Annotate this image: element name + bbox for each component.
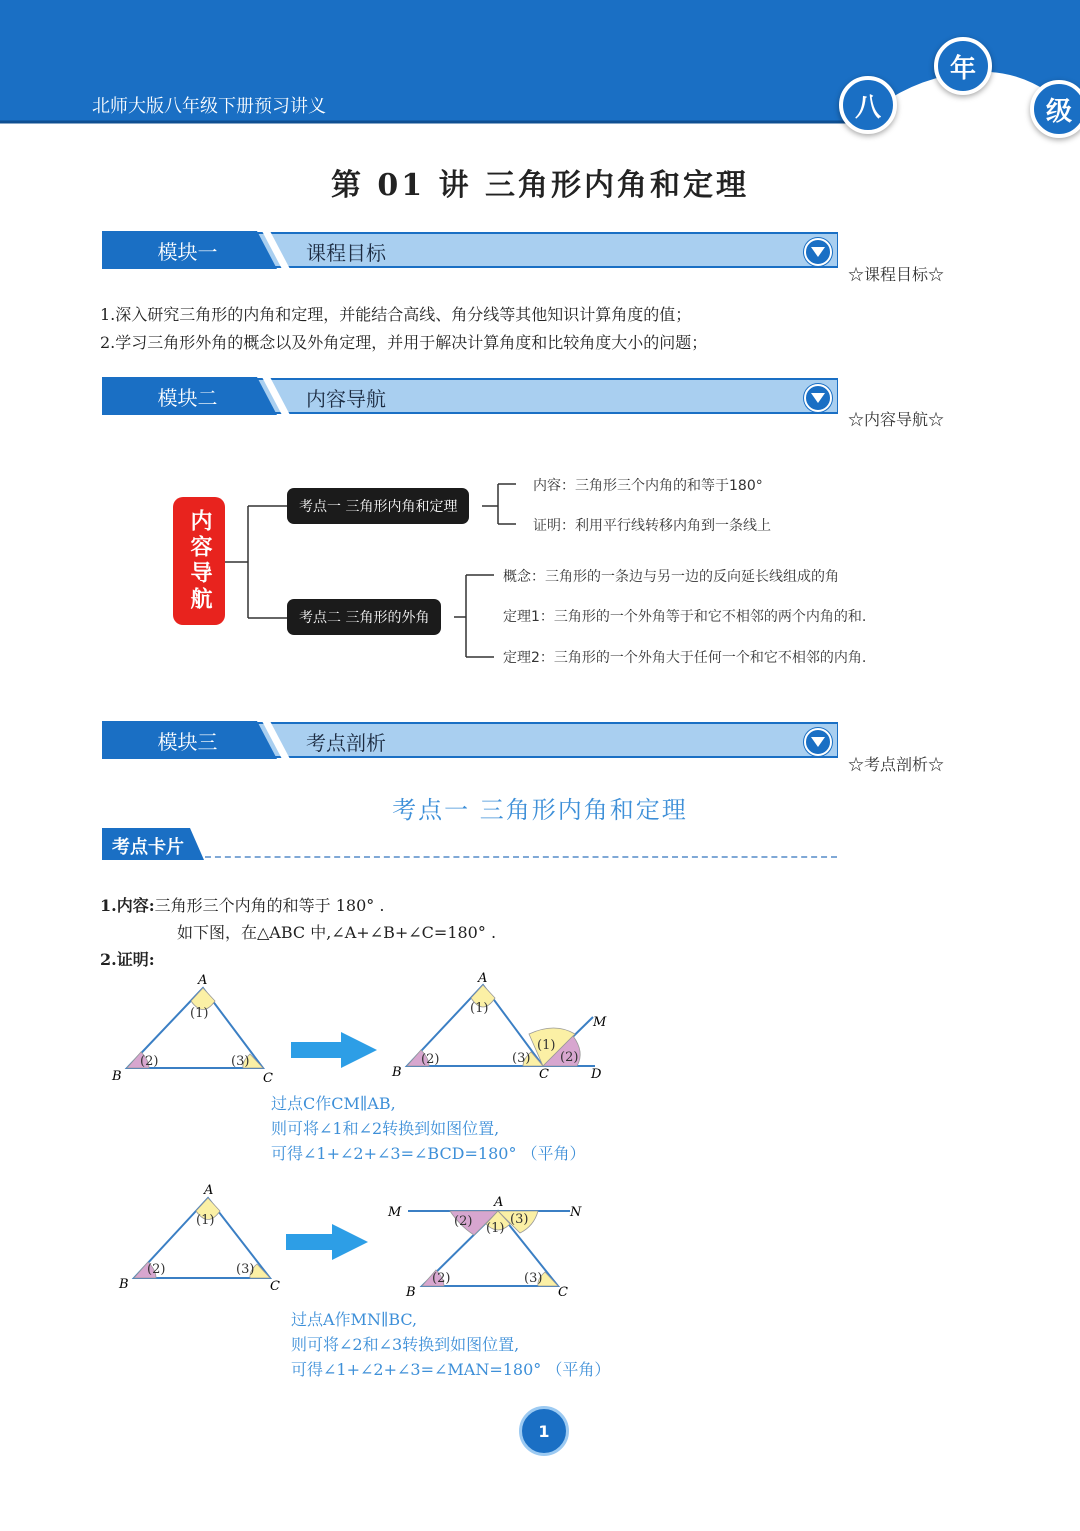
nav-item: 内容：三角形三个内角的和等于180° bbox=[533, 478, 763, 494]
proof1-line: 则可将∠1和∠2转换到如图位置, bbox=[271, 1119, 500, 1138]
vertex-a: A bbox=[478, 971, 488, 986]
proof-figure-1 bbox=[105, 970, 625, 1085]
angle-label-2: (2) bbox=[560, 1050, 579, 1065]
vertex-b: B bbox=[406, 1285, 416, 1300]
angle-label-1: (1) bbox=[190, 1006, 209, 1021]
content-example: 如下图，在△ABC 中,∠A+∠B+∠C=180° . bbox=[177, 923, 497, 942]
nav-point-1: 考点一 三角形内角和定理 bbox=[287, 488, 469, 524]
proof1-notes bbox=[271, 1091, 586, 1166]
grade-char-ba: 八 bbox=[839, 76, 897, 134]
grade-char-nian: 年 bbox=[934, 37, 992, 95]
angle-label-3: (3) bbox=[510, 1212, 529, 1227]
vertex-a: A bbox=[204, 1183, 214, 1198]
vertex-b: B bbox=[119, 1277, 129, 1292]
module-title-3: 考点剖析 bbox=[306, 731, 386, 755]
vertex-c: C bbox=[539, 1067, 549, 1082]
chevron-down-icon[interactable] bbox=[804, 238, 832, 266]
chevron-down-icon[interactable] bbox=[804, 384, 832, 412]
angle-label-2: (2) bbox=[432, 1271, 451, 1286]
vertex-m: M bbox=[388, 1205, 402, 1220]
page-number: 1 bbox=[519, 1406, 569, 1456]
proof2-notes bbox=[291, 1307, 610, 1382]
angle-label-1: (1) bbox=[470, 1001, 489, 1016]
vertex-c: C bbox=[558, 1285, 568, 1300]
vertex-c: C bbox=[263, 1071, 273, 1085]
angle-label-3: (3) bbox=[236, 1262, 255, 1277]
nav-item: 定理1：三角形的一个外角等于和它不相邻的两个内角的和. bbox=[503, 609, 867, 625]
angle-label-1: (1) bbox=[537, 1038, 556, 1053]
series-title: 北师大版八年级下册预习讲义 bbox=[92, 96, 326, 117]
module-label-3: 模块三 bbox=[157, 730, 218, 754]
card-label: 考点卡片 bbox=[112, 837, 184, 858]
card-divider bbox=[205, 856, 837, 858]
proof2-line: 过点A作MN∥BC, bbox=[291, 1310, 418, 1329]
arrow-right-icon bbox=[286, 1224, 368, 1260]
proof2-line: 则可将∠2和∠3转换到如图位置, bbox=[291, 1335, 520, 1354]
angle-label-1: (1) bbox=[486, 1221, 505, 1236]
angle-label-3: (3) bbox=[231, 1054, 250, 1069]
proof-figure-2 bbox=[110, 1182, 600, 1302]
module-label-2: 模块二 bbox=[157, 386, 218, 410]
angle-label-2: (2) bbox=[147, 1262, 166, 1277]
vertex-b: B bbox=[392, 1065, 402, 1080]
vertex-n: N bbox=[570, 1205, 582, 1220]
nav-root-block bbox=[173, 497, 225, 625]
lesson-title: 第 01 讲 三角形内角和定理 bbox=[330, 168, 750, 203]
grade-char-ji: 级 bbox=[1030, 80, 1080, 138]
content-title: 1.内容: bbox=[100, 896, 155, 915]
vertex-a: A bbox=[198, 973, 208, 988]
star-label-1: ☆课程目标☆ bbox=[848, 265, 945, 284]
star-label-3: ☆考点剖析☆ bbox=[848, 755, 945, 774]
vertex-m: M bbox=[593, 1015, 607, 1030]
vertex-b: B bbox=[112, 1069, 122, 1084]
module-title-2: 内容导航 bbox=[306, 387, 386, 411]
proof1-line: 可得∠1+∠2+∠3=∠BCD=180° （平角） bbox=[271, 1144, 586, 1163]
vertex-d: D bbox=[591, 1067, 602, 1082]
angle-label-1: (1) bbox=[196, 1213, 215, 1228]
nav-item: 证明：利用平行线转移内角到一条线上 bbox=[533, 518, 771, 534]
content-text: 三角形三个内角的和等于 180° . bbox=[154, 896, 385, 915]
proof1-line: 过点C作CM∥AB, bbox=[271, 1094, 396, 1113]
nav-item: 概念：三角形的一条边与另一边的反向延长线组成的角 bbox=[503, 569, 839, 585]
proof-title: 2.证明: bbox=[100, 950, 155, 969]
vertex-c: C bbox=[270, 1279, 280, 1294]
nav-item: 定理2：三角形的一个外角大于任何一个和它不相邻的内角. bbox=[503, 650, 867, 666]
module-label-1: 模块一 bbox=[157, 240, 218, 264]
kp1-heading: 考点一 三角形内角和定理 bbox=[392, 796, 688, 824]
nav-connectors-2 bbox=[450, 565, 510, 665]
goal-line-1: 1.深入研究三角形的内角和定理，并能结合高线、角分线等其他知识计算角度的值； bbox=[100, 305, 692, 324]
angle-label-2: (2) bbox=[421, 1052, 440, 1067]
nav-root-text: 内容导航 bbox=[187, 509, 212, 613]
module-title-1: 课程目标 bbox=[306, 241, 386, 265]
nav-point-2: 考点二 三角形的外角 bbox=[287, 599, 441, 635]
arrow-right-icon bbox=[291, 1032, 377, 1068]
vertex-a: A bbox=[494, 1195, 504, 1210]
content-line bbox=[100, 893, 384, 916]
goal-line-2: 2.学习三角形外角的概念以及外角定理，并用于解决计算角度和比较角度大小的问题； bbox=[100, 333, 708, 352]
angle-label-2: (2) bbox=[140, 1054, 159, 1069]
star-label-2: ☆内容导航☆ bbox=[848, 410, 945, 429]
angle-label-2: (2) bbox=[454, 1214, 473, 1229]
angle-label-3: (3) bbox=[524, 1271, 543, 1286]
angle-label-3: (3) bbox=[512, 1051, 531, 1066]
proof2-line: 可得∠1+∠2+∠3=∠MAN=180° （平角） bbox=[291, 1360, 611, 1379]
chevron-down-icon[interactable] bbox=[804, 728, 832, 756]
